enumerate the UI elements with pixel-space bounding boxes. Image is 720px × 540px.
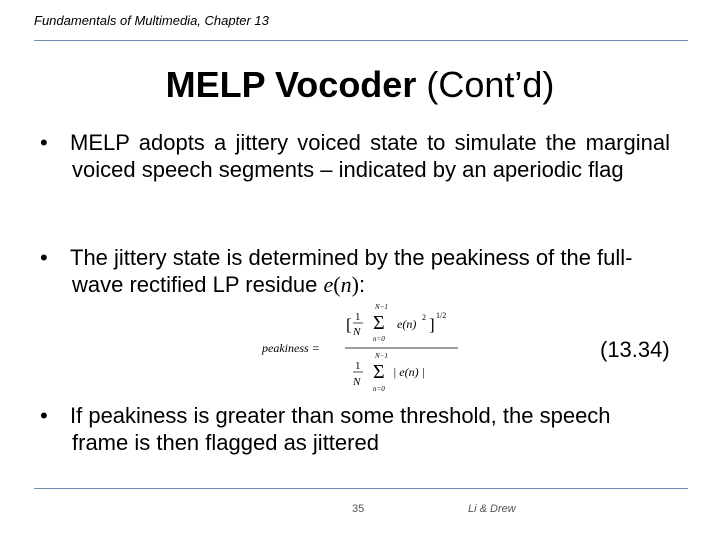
math-paren-close: ): [351, 272, 359, 297]
den-frac-top: 1: [355, 360, 361, 372]
bullet-2-text-before: The jittery state is determined by the peakiness of the full-wave rectified LP residue: [70, 245, 633, 297]
slide-title: [0, 64, 720, 106]
num-bracket-close: ]: [429, 315, 435, 334]
num-frac-top: 1: [355, 311, 361, 323]
equation-number: (13.34): [600, 337, 670, 362]
num-exponent: 1/2: [436, 311, 447, 320]
bullet-dot: •: [40, 245, 48, 270]
formula-lhs: peakiness =: [262, 341, 320, 355]
bullet-1-text: MELP adopts a jittery voiced state to simulate the marginal voiced speech segments – indicated by an aperiodic flag: [70, 130, 670, 182]
bullet-dot: •: [40, 403, 48, 428]
den-sum-lower: n=0: [373, 385, 385, 393]
bullet-2-text: [40, 244, 670, 298]
page-number: 35: [352, 503, 365, 515]
title-bold: MELP Vocoder: [165, 64, 417, 105]
footer-authors: Li & Drew: [468, 503, 516, 515]
num-frac-bottom: N: [353, 326, 361, 338]
chapter-header: Fundamentals of Multimedia, Chapter 13: [34, 13, 269, 28]
den-frac-bottom: N: [353, 376, 361, 388]
den-term: | e(n) |: [393, 365, 425, 379]
num-sum-upper: N−1: [375, 303, 388, 311]
title-rest: (Cont’d): [426, 64, 555, 105]
bullet-3: [40, 402, 670, 456]
bullet-3-text: If peakiness is greater than some threshold, the speech frame is then flagged as jittered: [70, 403, 611, 455]
bullet-2-text-after: :: [358, 272, 366, 297]
den-sum-upper: N−1: [375, 352, 388, 360]
bullet-2: [40, 244, 670, 298]
num-sigma: Σ: [373, 312, 385, 334]
math-e: e: [323, 272, 334, 297]
math-n: n: [340, 272, 352, 297]
num-bracket-open: [: [346, 315, 352, 334]
bullet-1: [40, 129, 670, 183]
bullet-dot: •: [40, 130, 48, 155]
peakiness-formula: [262, 300, 467, 402]
footer-divider: [34, 488, 688, 489]
formula-svg: [262, 300, 467, 402]
num-term: e(n): [397, 317, 417, 331]
den-sigma: Σ: [373, 361, 385, 383]
num-sum-lower: n=0: [373, 335, 385, 343]
math-paren-open: (: [333, 272, 341, 297]
num-power-2: 2: [422, 313, 426, 322]
header-divider: [34, 40, 688, 41]
